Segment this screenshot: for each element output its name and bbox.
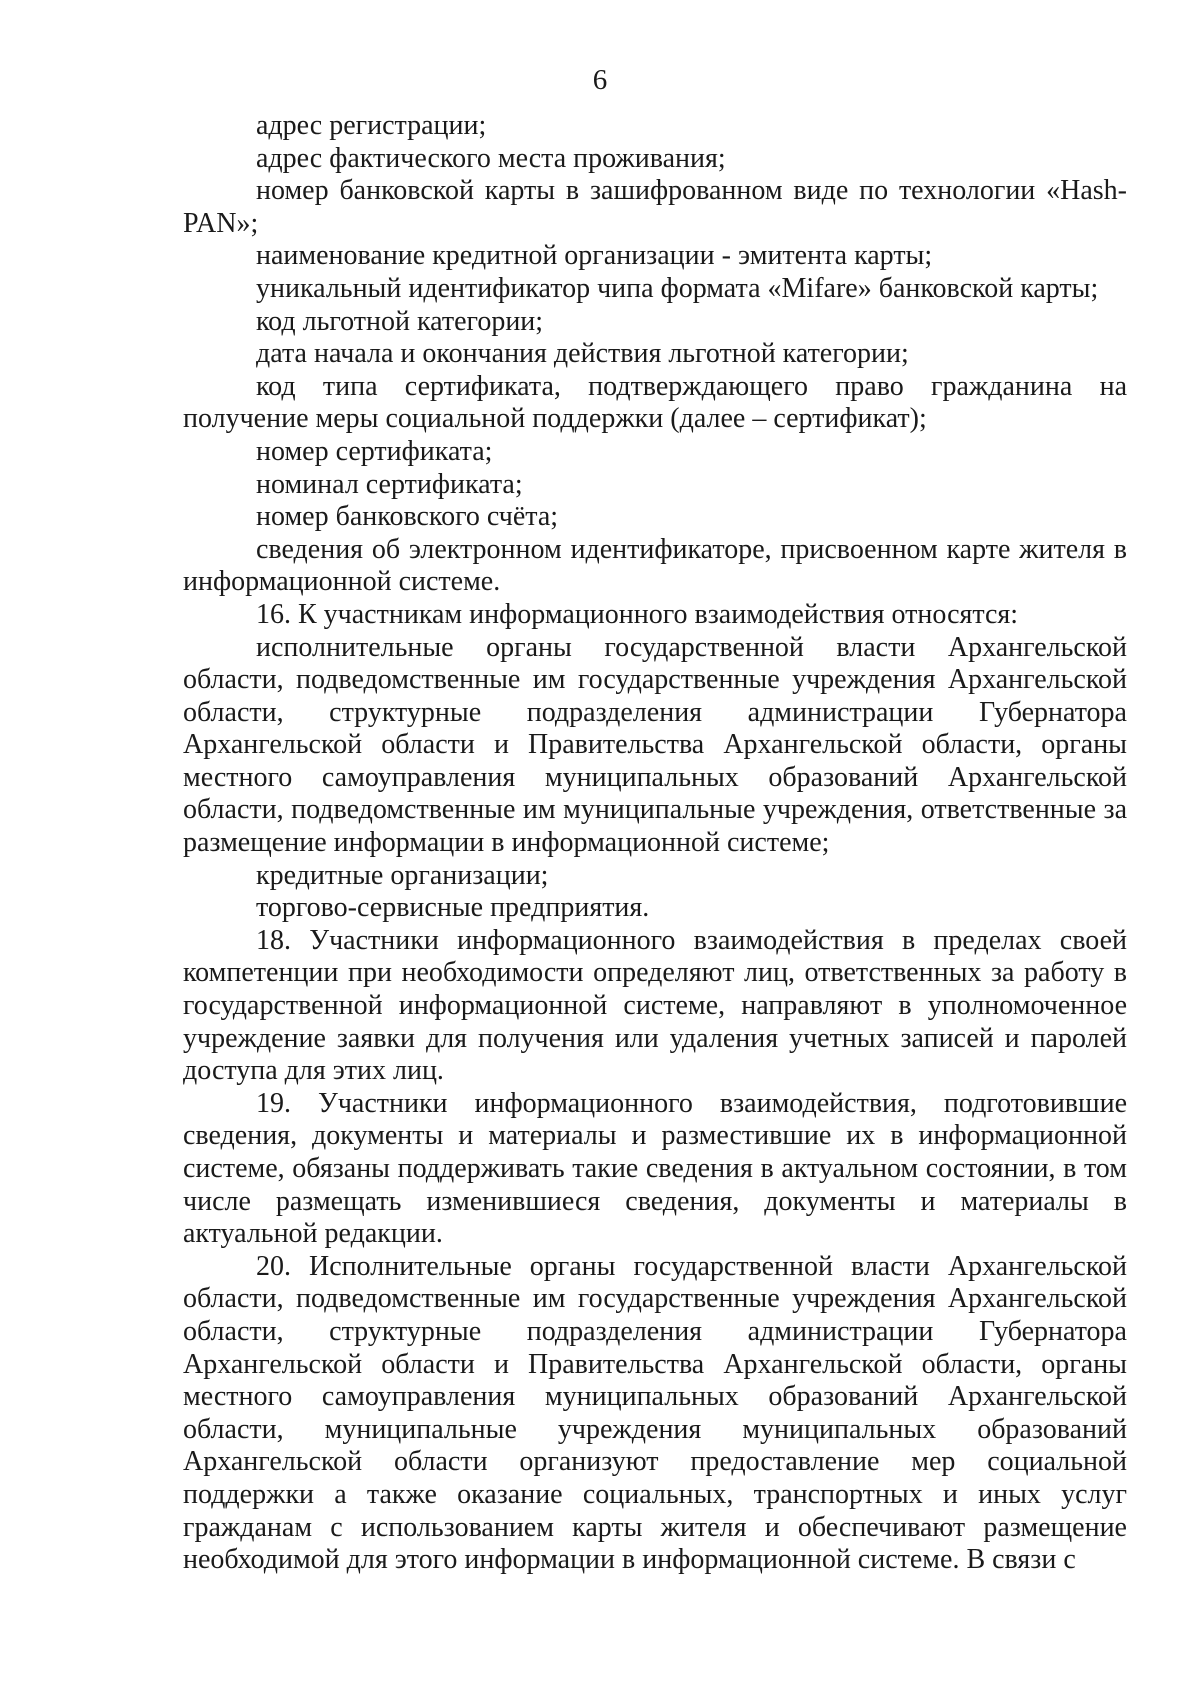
list-item-issuer-name: наименование кредитной организации - эмитента карты;: [256, 240, 933, 272]
clause-16-heading: 16. К участникам информационного взаимодействия относятся:: [256, 598, 1019, 630]
list-item-certificate-type: код типа сертификата, подтверждающего право гражданина на получение меры социальной поддержки (далее – сертификат);: [183, 370, 1127, 435]
clause-16-item-authorities: исполнительные органы государственной власти Архангельской области, подведомственные им государственные учреждения Архангельской области, структурные подразделения администрации Губернатора Архангельской области и Правительства Архангельской области, органы местного самоуправления муниципальных образований Архангельской области, подведомственные им муниципальные учреждения, ответственные за размещение информации в информационной системе;: [183, 631, 1127, 859]
clause-18: 18. Участники информационного взаимодействия в пределах своей компетенции при необходимости определяют лиц, ответственных за работу в государственной информационной системе, направляют в уполномоченное учреждение заявки для получения или удаления учетных записей и паролей доступа для этих лиц.: [183, 924, 1127, 1087]
list-item-benefit-code: код льготной категории;: [256, 305, 544, 337]
list-item-certificate-number: номер сертификата;: [256, 435, 493, 467]
list-item-electronic-id: сведения об электронном идентификаторе, присвоенном карте жителя в информационной системе.: [183, 533, 1127, 598]
clause-19: 19. Участники информационного взаимодействия, подготовившие сведения, документы и материалы и разместившие их в информационной системе, обязаны поддерживать такие сведения в актуальном состоянии, в том числе размещать изменившиеся сведения, документы и материалы в актуальной редакции.: [183, 1087, 1127, 1250]
clause-16-item-retail: торгово-сервисные предприятия.: [256, 892, 650, 924]
list-item-residence-address: адрес фактического места проживания;: [256, 142, 726, 174]
list-item-certificate-value: номинал сертификата;: [256, 468, 523, 500]
list-item-benefit-dates: дата начала и окончания действия льготной категории;: [256, 338, 909, 370]
clause-20: 20. Исполнительные органы государственной власти Архангельской области, подведомственные им государственные учреждения Архангельской области, структурные подразделения администрации Губернатора Архангельской области и Правительства Архангельской области, органы местного самоуправления муниципальных образований Архангельской области, муниципальные учреждения муниципальных образований Архангельской области организуют предоставление мер социальной поддержки а также оказание социальных, транспортных и иных услуг гражданам с использованием карты жителя и обеспечивают размещение необходимой для этого информации в информационной системе. В связи с: [183, 1250, 1127, 1576]
document-body: [183, 110, 1127, 1577]
clause-16-item-credit-orgs: кредитные организации;: [256, 859, 549, 891]
list-item-registration-address: адрес регистрации;: [256, 110, 487, 141]
page-number: 6: [592, 64, 608, 96]
list-item-bank-account: номер банковского счёта;: [256, 501, 559, 533]
list-item-card-number: номер банковской карты в зашифрованном виде по технологии «Hash-PAN»;: [183, 175, 1127, 239]
list-item-chip-id: уникальный идентификатор чипа формата «Mifare» банковской карты;: [256, 272, 1099, 304]
